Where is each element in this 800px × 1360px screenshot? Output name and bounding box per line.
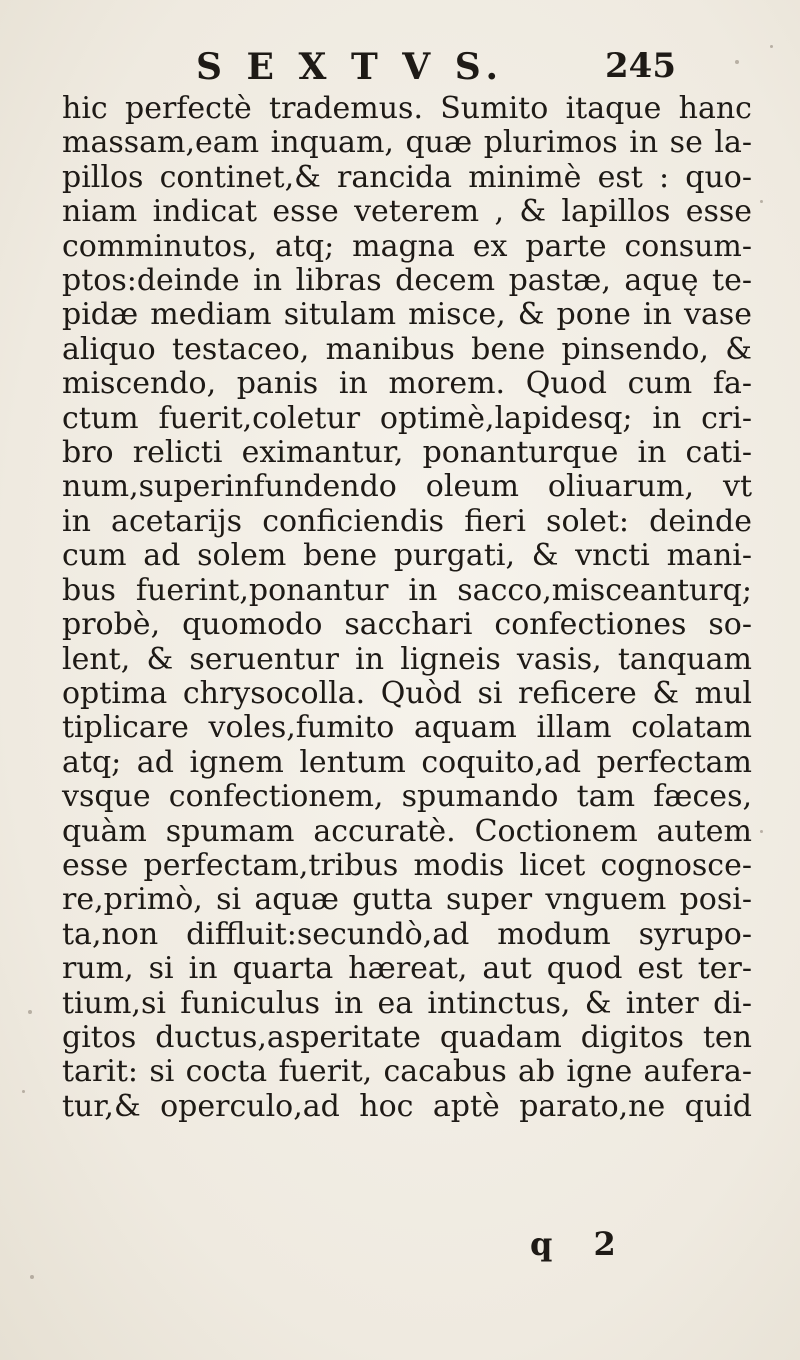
text-line: rum, si in quarta hæreat, aut quod est ter- [62, 951, 752, 987]
text-line: re,primò, si aquæ gutta super vnguem posi- [62, 882, 752, 918]
text-line: cum ad solem bene purgati, & vncti mani- [62, 538, 752, 574]
page-header [196, 46, 676, 96]
text-line: niam indicat esse veterem , & lapillos esse [62, 194, 752, 230]
text-line: bro relicti eximantur, ponanturque in cati- [62, 435, 752, 471]
text-line: gitos ductus,asperitate quadam digitos ten [62, 1019, 752, 1055]
text-line: aliquo testaceo, manibus bene pinsendo, & [62, 331, 752, 367]
paper-speck [770, 45, 773, 48]
page-number: 245 [605, 46, 676, 86]
text-line: ta,non diffluit:secundò,ad modum syrupo- [62, 916, 752, 952]
paper-speck [735, 60, 739, 64]
text-line: tiplicare voles,fumito aquam illam colatam [62, 710, 752, 746]
paper-speck [28, 1010, 32, 1014]
text-line: atq; ad ignem lentum coquito,ad perfectam [62, 744, 752, 780]
text-line: tarit: si cocta fuerit, cacabus ab igne aufera- [62, 1054, 752, 1090]
text-line: optima chrysocolla. Quòd si reficere & mul [62, 675, 752, 711]
text-line: pidæ mediam situlam misce, & pone in vase [62, 297, 752, 333]
text-line: esse perfectam,tribus modis licet cognosce- [62, 847, 752, 883]
paper-speck [30, 1275, 34, 1279]
paper-speck [22, 1090, 25, 1093]
text-line: hic perfectè trademus. Sumito itaque hanc [62, 91, 752, 126]
text-line: quàm spumam accuratè. Coctionem autem [62, 813, 752, 849]
text-line: vsque confectionem, spumando tam fæces, [62, 779, 752, 815]
paper-speck [760, 200, 763, 203]
text-line: num,superinfundendo oleum oliuarum, vt [62, 469, 752, 505]
text-line: tium,si funiculus in ea intinctus, & inter di- [62, 985, 752, 1021]
text-line: ptos:deinde in libras decem pastæ, aquę te- [62, 263, 752, 299]
text-line: pillos continet,& rancida minimè est : quo- [62, 159, 752, 195]
paper-speck [760, 830, 763, 833]
body-text [62, 92, 752, 1124]
text-line: ctum fuerit,coletur optimè,lapidesq; in cri- [62, 400, 752, 436]
text-line: in acetarijs conficiendis fieri solet: deinde [62, 503, 752, 539]
text-line: comminutos, atq; magna ex parte consum- [62, 228, 752, 264]
text-line: probè, quomodo sacchari confectiones so- [62, 607, 752, 643]
signature-mark: q 2 [530, 1225, 616, 1263]
text-line: tur,& operculo,ad hoc aptè parato,ne quid [62, 1088, 752, 1124]
running-title: S E X T V S. [196, 46, 505, 88]
text-line: lent, & seruentur in ligneis vasis, tanquam [62, 641, 752, 677]
text-line: massam,eam inquam, quæ plurimos in se la- [62, 125, 752, 161]
text-line: bus fuerint,ponantur in sacco,misceanturq; [62, 572, 752, 608]
text-line: miscendo, panis in morem. Quod cum fa- [62, 366, 752, 402]
